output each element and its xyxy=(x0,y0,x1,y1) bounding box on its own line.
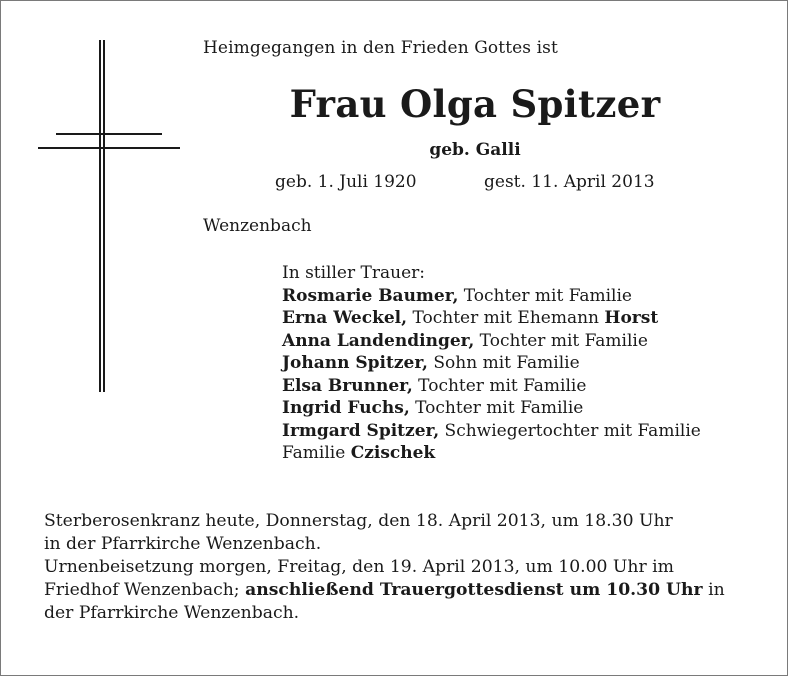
mourner-row xyxy=(282,285,701,308)
mourner-relation: Schwiegertochter mit Familie xyxy=(439,420,701,441)
mourner-row xyxy=(282,375,701,398)
mourner-name: Anna Landendinger, xyxy=(282,330,475,351)
mourner-name: Ingrid Fuchs, xyxy=(282,398,410,418)
mourner-name: Rosmarie Baumer, xyxy=(282,285,459,306)
mourner-row xyxy=(282,420,701,443)
mourner-relation: Tochter mit Ehemann xyxy=(407,308,605,328)
place-name: Wenzenbach xyxy=(203,216,312,236)
service-line: der Pfarrkirche Wenzenbach. xyxy=(44,603,300,623)
service-info xyxy=(44,510,756,625)
mourner-name: Elsa Brunner, xyxy=(282,375,413,396)
mourner-relation: Sohn mit Familie xyxy=(427,353,580,373)
maiden-name: geb. Galli xyxy=(429,140,521,160)
mourner-name: Johann Spitzer, xyxy=(282,353,428,373)
mourner-row xyxy=(282,397,701,420)
service-highlight: anschließend Trauergottesdienst um 10.30 Uhr xyxy=(245,580,703,600)
mourner-relation: Tochter mit Familie xyxy=(412,375,587,396)
mourner-relation: Tochter mit Familie xyxy=(474,330,648,351)
family-prefix: Familie xyxy=(282,443,351,463)
family-name: Czischek xyxy=(350,443,436,463)
mourner-row xyxy=(282,307,701,330)
service-line: in der Pfarrkirche Wenzenbach. xyxy=(44,534,322,554)
birth-date: geb. 1. Juli 1920 xyxy=(275,172,417,192)
service-text: Friedhof Wenzenbach; xyxy=(44,580,246,600)
family-row xyxy=(282,442,701,465)
mourners-list xyxy=(282,262,701,465)
intro-text: Heimgegangen in den Frieden Gottes ist xyxy=(203,38,558,58)
mourner-relation: Tochter mit Familie xyxy=(409,398,584,418)
mourning-heading: In stiller Trauer: xyxy=(282,263,425,283)
death-date: gest. 11. April 2013 xyxy=(484,172,655,192)
service-line: Sterberosenkranz heute, Donnerstag, den 18. April 2013, um 18.30 Uhr xyxy=(44,511,673,531)
mourner-relation: Tochter mit Familie xyxy=(458,285,632,306)
service-line: Urnenbeisetzung morgen, Freitag, den 19. April 2013, um 10.00 Uhr im xyxy=(44,557,674,577)
mourner-name: Erna Weckel, xyxy=(282,308,408,328)
mourner-row xyxy=(282,330,701,353)
service-line xyxy=(44,579,756,602)
mourner-name: Irmgard Spitzer, xyxy=(282,420,440,441)
service-text: in xyxy=(702,580,725,600)
mourner-row xyxy=(282,352,701,375)
deceased-name: Frau Olga Spitzer xyxy=(289,82,661,126)
mourner-extra: Horst xyxy=(604,308,659,328)
